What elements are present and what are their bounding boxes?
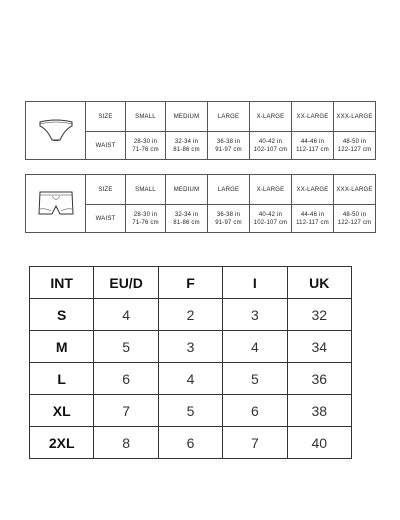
uk-size: 36	[287, 363, 351, 395]
size-row	[26, 175, 376, 205]
waist-in: 40-42 in	[258, 138, 283, 145]
header-f: F	[158, 267, 222, 299]
size-small: SMALL	[126, 102, 166, 132]
waist-in: 28-30 in	[133, 138, 158, 145]
size-label: SIZE	[86, 175, 126, 205]
f-size: 5	[158, 395, 222, 427]
waist-in: 40-42 in	[258, 211, 283, 218]
i-size: 5	[223, 363, 287, 395]
waist-cm: 112-117 cm	[296, 219, 329, 226]
waist-in: 36-38 in	[216, 138, 241, 145]
f-size: 4	[158, 363, 222, 395]
size-xxx-large: XXX-LARGE	[334, 102, 376, 132]
f-size: 2	[158, 299, 222, 331]
uk-size: 40	[287, 427, 351, 459]
waist-in: 44-46 in	[300, 138, 325, 145]
briefs-icon-cell	[26, 102, 86, 160]
f-size: 3	[158, 331, 222, 363]
uk-size: 32	[287, 299, 351, 331]
waist-cell	[334, 132, 376, 160]
int-size: S	[30, 299, 94, 331]
waist-cm: 81-86 cm	[173, 146, 200, 153]
eu-d-size: 8	[94, 427, 158, 459]
header-uk: UK	[287, 267, 351, 299]
size-xxx-large: XXX-LARGE	[334, 175, 376, 205]
i-size: 3	[223, 299, 287, 331]
waist-cell	[208, 205, 250, 233]
waist-cm: 122-127 cm	[337, 146, 372, 153]
waist-in: 28-30 in	[133, 211, 158, 218]
waist-cell	[166, 132, 208, 160]
header-i: I	[223, 267, 287, 299]
table-row	[30, 331, 352, 363]
waist-cm: 122-127 cm	[337, 219, 372, 226]
size-medium: MEDIUM	[166, 102, 208, 132]
i-size: 6	[223, 395, 287, 427]
table-row	[30, 395, 352, 427]
trunks-icon-cell	[26, 175, 86, 233]
waist-cell	[292, 205, 334, 233]
eu-d-size: 5	[94, 331, 158, 363]
trunks-size-table	[25, 174, 376, 233]
eu-d-size: 6	[94, 363, 158, 395]
waist-cell	[250, 132, 292, 160]
i-size: 4	[223, 331, 287, 363]
i-size: 7	[223, 427, 287, 459]
waist-cm: 112-117 cm	[296, 146, 329, 153]
uk-size: 34	[287, 331, 351, 363]
waist-cell	[166, 205, 208, 233]
waist-in: 48-50 in	[342, 211, 367, 218]
f-size: 6	[158, 427, 222, 459]
size-row	[26, 102, 376, 132]
waist-cell	[126, 132, 166, 160]
table-row	[30, 427, 352, 459]
waist-cell	[250, 205, 292, 233]
waist-cm: 91-97 cm	[215, 219, 242, 226]
size-xx-large: XX-LARGE	[292, 102, 334, 132]
size-large: LARGE	[208, 175, 250, 205]
briefs-icon	[37, 116, 75, 146]
header-int: INT	[30, 267, 94, 299]
waist-cm: 102-107 cm	[253, 219, 288, 226]
waist-cell	[208, 132, 250, 160]
waist-in: 32-34 in	[174, 138, 199, 145]
waist-cell	[292, 132, 334, 160]
waist-in: 36-38 in	[216, 211, 241, 218]
table-row	[30, 363, 352, 395]
waist-cm: 102-107 cm	[253, 146, 288, 153]
size-label: SIZE	[86, 102, 126, 132]
conversion-header-row	[30, 267, 352, 299]
waist-in: 48-50 in	[342, 138, 367, 145]
int-size: XL	[30, 395, 94, 427]
uk-size: 38	[287, 395, 351, 427]
waist-in: 32-34 in	[174, 211, 199, 218]
int-size: M	[30, 331, 94, 363]
size-xx-large: XX-LARGE	[292, 175, 334, 205]
waist-cm: 71-76 cm	[132, 219, 159, 226]
int-size: 2XL	[30, 427, 94, 459]
waist-cm: 81-86 cm	[173, 219, 200, 226]
waist-cell	[126, 205, 166, 233]
waist-in: 44-46 in	[300, 211, 325, 218]
size-medium: MEDIUM	[166, 175, 208, 205]
waist-cell	[334, 205, 376, 233]
size-x-large: X-LARGE	[250, 175, 292, 205]
header-eu-d: EU/D	[94, 267, 158, 299]
size-conversion-table	[29, 266, 352, 459]
size-large: LARGE	[208, 102, 250, 132]
size-x-large: X-LARGE	[250, 102, 292, 132]
eu-d-size: 7	[94, 395, 158, 427]
briefs-size-table	[25, 101, 376, 160]
eu-d-size: 4	[94, 299, 158, 331]
trunks-icon	[35, 187, 77, 221]
size-small: SMALL	[126, 175, 166, 205]
waist-label: WAIST	[86, 132, 126, 160]
int-size: L	[30, 363, 94, 395]
table-row	[30, 299, 352, 331]
waist-cm: 91-97 cm	[215, 146, 242, 153]
waist-label: WAIST	[86, 205, 126, 233]
waist-cm: 71-76 cm	[132, 146, 159, 153]
